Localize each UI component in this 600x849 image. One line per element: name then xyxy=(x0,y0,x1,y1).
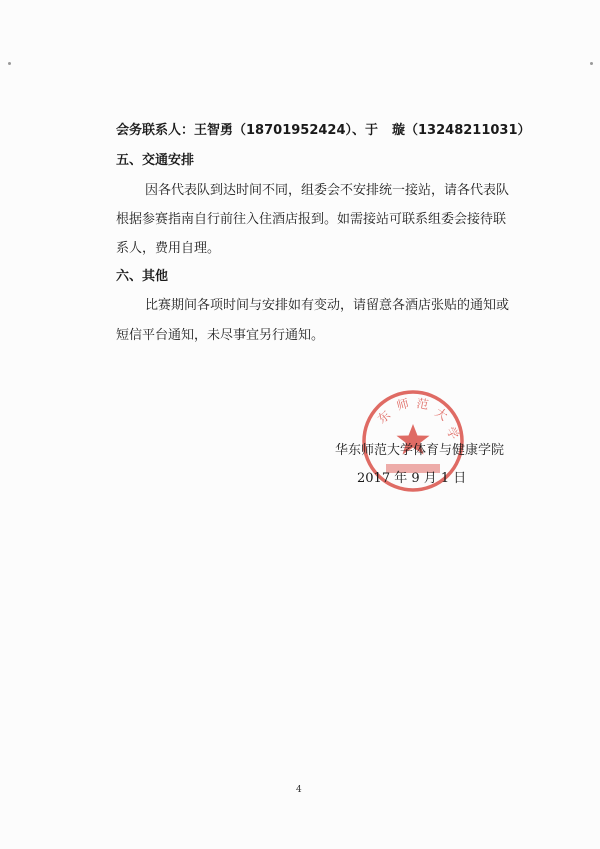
scan-speck xyxy=(8,62,11,65)
page-number: 4 xyxy=(296,785,302,795)
signature-organization: 华东师范大学体育与健康学院 xyxy=(335,443,505,458)
svg-text:大: 大 xyxy=(432,404,451,424)
section-6-line-2: 短信平台通知，未尽事宜另行通知。 xyxy=(116,328,325,343)
section-6-line-1: 比赛期间各项时间与安排如有变动，请留意各酒店张贴的通知或 xyxy=(145,298,510,313)
section-5-heading: 五、交通安排 xyxy=(116,153,195,168)
scan-speck xyxy=(590,62,593,65)
section-5-line-1: 因各代表队到达时间不同，组委会不安排统一接站，请各代表队 xyxy=(145,183,510,198)
svg-text:范: 范 xyxy=(415,396,430,413)
svg-text:师: 师 xyxy=(395,396,411,413)
svg-text:学: 学 xyxy=(443,424,462,442)
contact-person-2: 璇（13248211031） xyxy=(392,123,531,138)
section-5-line-3: 系人，费用自理。 xyxy=(116,241,221,256)
section-6-heading: 六、其他 xyxy=(116,269,169,284)
signature-date: 2017 年 9 月 1 日 xyxy=(357,471,467,486)
section-5-line-2: 根据参赛指南自行前往入住酒店报到。如需接站可联系组委会接待联 xyxy=(116,212,507,227)
contact-line xyxy=(116,122,531,140)
contact-label: 会务联系人： xyxy=(116,123,195,138)
svg-text:东: 东 xyxy=(374,407,394,427)
contact-person-1: 王智勇（18701952424）、于 xyxy=(194,123,379,138)
